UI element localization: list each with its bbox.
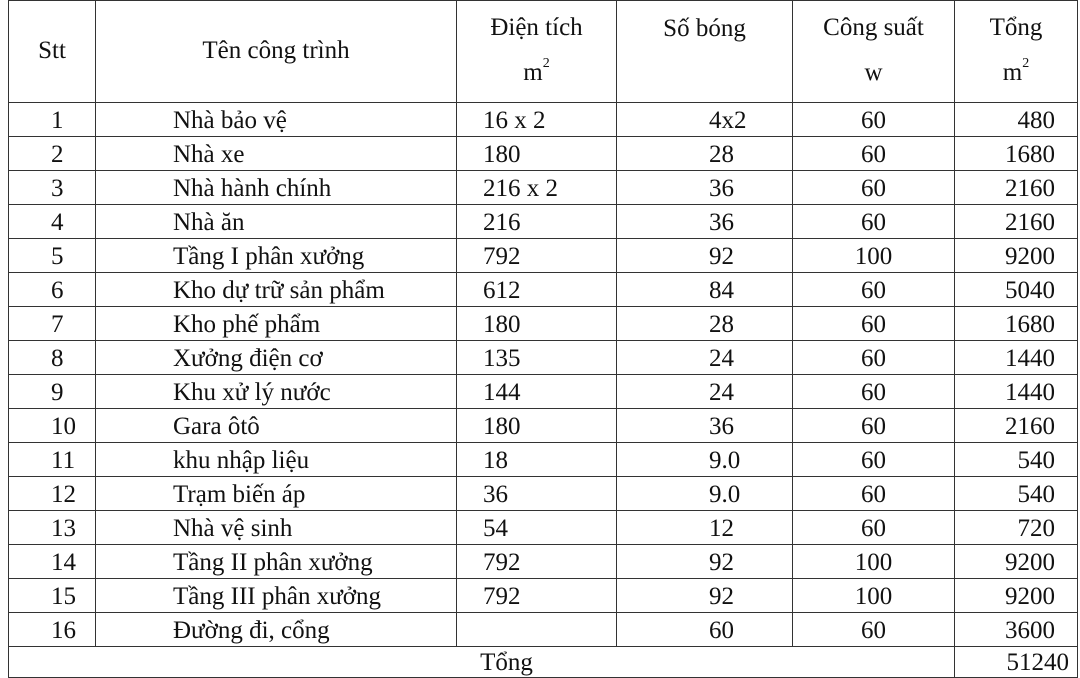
name-cell: Kho dự trữ sản phẩm: [96, 273, 457, 307]
header-name: Tên công trình: [96, 1, 457, 103]
name-cell: Đường đi, cổng: [96, 613, 457, 647]
total-cell: 720: [955, 511, 1078, 545]
total-cell: 5040: [955, 273, 1078, 307]
total-cell: 9200: [955, 579, 1078, 613]
stt-cell: 6: [9, 273, 96, 307]
area-cell: 54: [457, 511, 617, 545]
area-cell: 792: [457, 239, 617, 273]
power-cell: 60: [793, 171, 955, 205]
table-row: [9, 137, 1078, 171]
name-cell: Nhà hành chính: [96, 171, 457, 205]
power-cell: 60: [793, 613, 955, 647]
stt-cell: 10: [9, 409, 96, 443]
area-cell: 180: [457, 137, 617, 171]
power-cell: 60: [793, 273, 955, 307]
total-label: Tổng: [9, 647, 955, 678]
total-row: [9, 647, 1078, 678]
total-cell: 2160: [955, 205, 1078, 239]
lighting-load-table: [8, 0, 1078, 678]
total-cell: 9200: [955, 545, 1078, 579]
stt-cell: 16: [9, 613, 96, 647]
area-cell: 792: [457, 545, 617, 579]
power-cell: 60: [793, 341, 955, 375]
total-cell: 1680: [955, 137, 1078, 171]
bulbs-cell: 36: [617, 409, 793, 443]
name-cell: Nhà bảo vệ: [96, 103, 457, 137]
power-cell: 60: [793, 511, 955, 545]
bulbs-cell: 24: [617, 341, 793, 375]
total-cell: 1440: [955, 341, 1078, 375]
table-row: [9, 375, 1078, 409]
stt-cell: 13: [9, 511, 96, 545]
table-row: [9, 477, 1078, 511]
area-cell: 16 x 2: [457, 103, 617, 137]
area-cell: 180: [457, 409, 617, 443]
area-cell: 135: [457, 341, 617, 375]
bulbs-cell: 84: [617, 273, 793, 307]
power-cell: 100: [793, 545, 955, 579]
power-cell: 60: [793, 477, 955, 511]
area-cell: 180: [457, 307, 617, 341]
stt-cell: 15: [9, 579, 96, 613]
table-row: [9, 341, 1078, 375]
total-cell: 540: [955, 443, 1078, 477]
stt-cell: 12: [9, 477, 96, 511]
total-cell: 1680: [955, 307, 1078, 341]
power-cell: 60: [793, 307, 955, 341]
power-cell: 60: [793, 409, 955, 443]
table-row: [9, 409, 1078, 443]
header-area: Điện tích $m^2$: [457, 1, 617, 103]
power-cell: 60: [793, 375, 955, 409]
bulbs-cell: 28: [617, 307, 793, 341]
name-cell: Nhà xe: [96, 137, 457, 171]
table-row: [9, 613, 1078, 647]
table-header-row: [9, 1, 1078, 103]
total-cell: 540: [955, 477, 1078, 511]
bulbs-cell: 92: [617, 239, 793, 273]
table-row: [9, 545, 1078, 579]
table-row: [9, 443, 1078, 477]
stt-cell: 8: [9, 341, 96, 375]
header-bulbs: Số bóng: [617, 1, 793, 103]
total-cell: 2160: [955, 171, 1078, 205]
table-row: [9, 273, 1078, 307]
table-row: [9, 511, 1078, 545]
bulbs-cell: 28: [617, 137, 793, 171]
total-cell: 9200: [955, 239, 1078, 273]
stt-cell: 14: [9, 545, 96, 579]
bulbs-cell: 36: [617, 171, 793, 205]
name-cell: Tầng II phân xưởng: [96, 545, 457, 579]
bulbs-cell: 92: [617, 545, 793, 579]
table-row: [9, 579, 1078, 613]
bulbs-cell: 9.0: [617, 477, 793, 511]
bulbs-cell: 9.0: [617, 443, 793, 477]
stt-cell: 2: [9, 137, 96, 171]
area-cell: 216: [457, 205, 617, 239]
bulbs-cell: 12: [617, 511, 793, 545]
total-cell: 2160: [955, 409, 1078, 443]
table-row: [9, 307, 1078, 341]
area-cell: 36: [457, 477, 617, 511]
table-row: [9, 171, 1078, 205]
stt-cell: 11: [9, 443, 96, 477]
table-row: [9, 205, 1078, 239]
table-row: [9, 239, 1078, 273]
power-cell: 60: [793, 443, 955, 477]
bulbs-cell: 24: [617, 375, 793, 409]
stt-cell: 3: [9, 171, 96, 205]
stt-cell: 4: [9, 205, 96, 239]
stt-cell: 9: [9, 375, 96, 409]
name-cell: Xưởng điện cơ: [96, 341, 457, 375]
name-cell: Trạm biến áp: [96, 477, 457, 511]
name-cell: Tầng III phân xưởng: [96, 579, 457, 613]
power-cell: 100: [793, 239, 955, 273]
area-cell: 18: [457, 443, 617, 477]
stt-cell: 1: [9, 103, 96, 137]
table-row: [9, 103, 1078, 137]
power-cell: 60: [793, 205, 955, 239]
area-cell: 144: [457, 375, 617, 409]
bulbs-cell: 92: [617, 579, 793, 613]
stt-cell: 5: [9, 239, 96, 273]
grand-total-cell: 51240: [955, 647, 1078, 678]
name-cell: Nhà vệ sinh: [96, 511, 457, 545]
bulbs-cell: 36: [617, 205, 793, 239]
name-cell: Tầng I phân xưởng: [96, 239, 457, 273]
name-cell: Gara ôtô: [96, 409, 457, 443]
stt-cell: 7: [9, 307, 96, 341]
bulbs-cell: 60: [617, 613, 793, 647]
total-cell: 3600: [955, 613, 1078, 647]
power-cell: 60: [793, 137, 955, 171]
header-power: Công suất w: [793, 1, 955, 103]
power-cell: 100: [793, 579, 955, 613]
name-cell: Khu xử lý nước: [96, 375, 457, 409]
bulbs-cell: 4x2: [617, 103, 793, 137]
area-cell: 792: [457, 579, 617, 613]
area-cell: 612: [457, 273, 617, 307]
total-cell: 1440: [955, 375, 1078, 409]
header-total: Tổng $m^2$: [955, 1, 1078, 103]
name-cell: Nhà ăn: [96, 205, 457, 239]
table-body: [9, 103, 1078, 647]
total-cell: 480: [955, 103, 1078, 137]
power-cell: 60: [793, 103, 955, 137]
name-cell: Kho phế phẩm: [96, 307, 457, 341]
area-cell: 216 x 2: [457, 171, 617, 205]
name-cell: khu nhập liệu: [96, 443, 457, 477]
header-stt: Stt: [9, 1, 96, 103]
area-cell: [457, 613, 617, 647]
